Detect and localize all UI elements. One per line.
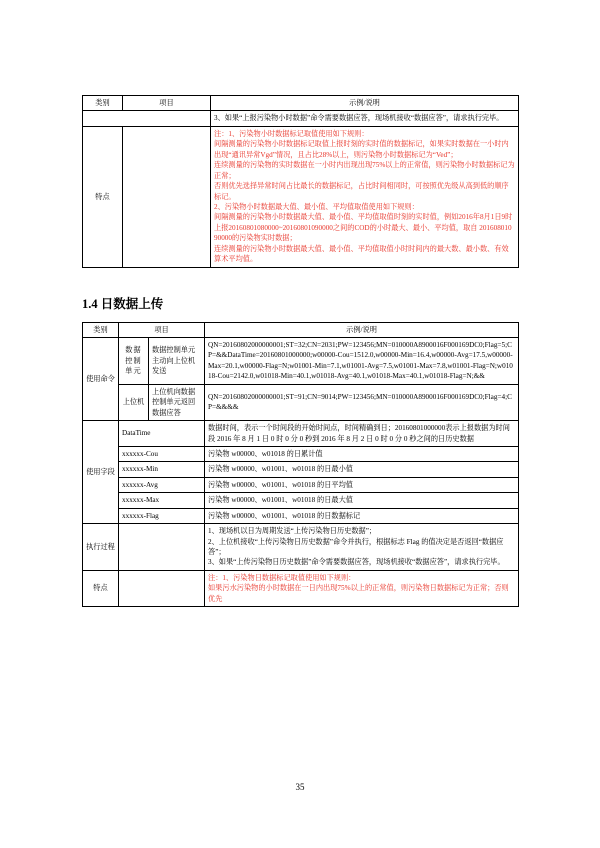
- column-header-item: 项目: [123, 96, 211, 111]
- cell-process-item: [119, 524, 205, 571]
- table-hour-data-features: [82, 95, 519, 268]
- cell-field-flag: xxxxxx-Flag: [119, 508, 205, 523]
- column-header-category: 类别: [83, 96, 123, 111]
- table-row: [83, 508, 519, 523]
- section-heading: 1.4 日数据上传: [82, 296, 164, 311]
- table-row: [83, 338, 519, 385]
- feature-line: 注：1、污染物日数据标记取值使用如下规则：: [208, 573, 356, 582]
- cell-field-cou-desc: 污染物 w00000、w01018 的日累计值: [205, 446, 519, 461]
- feature-line: 如果污水污染物的小时数据在一日内出现75%以上的正常值，则污染物日数据标记为正常；否则优先: [208, 584, 509, 603]
- cell-feature-desc-2: [205, 570, 519, 606]
- feature-line: 否则优先选择异常时间占比最长的数据标记，占比时间相同时，可按照优先级从高到低的顺序标记。: [214, 182, 509, 201]
- table-row: [83, 126, 519, 267]
- column-header-item: 项目: [119, 322, 205, 337]
- cell-field-max: xxxxxx-Max: [119, 493, 205, 508]
- column-header-desc: 示例/说明: [211, 96, 519, 111]
- cell-feature-desc: [211, 126, 519, 267]
- table-row: [83, 524, 519, 571]
- cell-step3-text: 3、如果“上报污染物小时数据”命令需要数据应答，现场机接收“数据应答”，请求执行完毕。: [211, 111, 519, 126]
- feature-line: 间隔测量的污染物小时数据标记取值上报时刻的实时值的数据标记，如果实时数据在一小时内出现“通讯异常Vgd”情况，且占比28%以上，则污染物小时数据标记为“Ved”；: [214, 140, 509, 159]
- table-row: [83, 462, 519, 477]
- table-row: [83, 384, 519, 420]
- cell-host-label: 上位机: [119, 384, 149, 420]
- cell-feature-label-2: 特点: [83, 570, 119, 606]
- cell-field-min-desc: 污染物 w00000、w01001、w01018 的日最小值: [205, 462, 519, 477]
- process-line: 1、现场机以日为周期发送“上传污染物日历史数据”；: [208, 527, 377, 536]
- cell-feature-label: 特点: [83, 126, 123, 267]
- table-row: [83, 111, 519, 126]
- feature-line: 连续测量的污染物小时数据最大值、最小值、平均值取值小时时间内的最大数、最小数、有效算术平均值。: [214, 244, 509, 264]
- table-row: [83, 322, 519, 337]
- page-content: [82, 95, 518, 607]
- process-line: 3、如果“上传污染物日历史数据”命令需要数据应答，现场机接收“数据应答”，请求执行完毕。: [208, 558, 505, 567]
- cell-process-desc: [205, 524, 519, 571]
- cell-field-min: xxxxxx-Min: [119, 462, 205, 477]
- cell-data-control-unit-label: 数据控制单元: [119, 338, 149, 385]
- table-day-data-upload: [82, 322, 519, 608]
- page-number: 35: [295, 782, 305, 792]
- cell-feature-item: [123, 126, 211, 267]
- cell-field-avg-desc: 污染物 w00000、w01001、w01018 的日平均值: [205, 477, 519, 492]
- feature-line: 注：1、污染物小时数据标记取值使用如下规则：: [214, 129, 369, 138]
- table-row: [83, 493, 519, 508]
- cell-field-avg: xxxxxx-Avg: [119, 477, 205, 492]
- feature-line: 2、污染物小时数据最大值、最小值、平均值取值使用如下规则：: [214, 202, 419, 211]
- table-row: [83, 477, 519, 492]
- feature-line: 间隔测量的污染物小时数据最大值、最小值、平均值取值时刻的实时值，例如2016年8月1日9时上报20160801080000~20160801090000之间的COD的小时最大、最小、平均值，取自 20160801090000的污染物实时数据；: [214, 213, 513, 243]
- table-row: [83, 570, 519, 606]
- cell-field-max-desc: 污染物 w00000、w01001、w01018 的日最大值: [205, 493, 519, 508]
- cell-usage-command-label: 使用命令: [83, 338, 119, 421]
- cell-field-datatime: DataTime: [119, 421, 205, 447]
- cell-data-control-unit-item: 数据控制单元主动向上位机发送: [149, 338, 205, 385]
- column-header-category: 类别: [83, 322, 119, 337]
- feature-line: 连续测量的污染物的实时数据在一小时内出现出现75%以上的正常值，则污染物小时数据标记为正常；: [214, 161, 515, 180]
- cell-host-example: QN=20160802000000001;ST=91;CN=9014;PW=123456;MN=010000A8900016F000169DC0;Flag=4;CP=&&&&: [205, 384, 519, 420]
- cell-field-cou: xxxxxx-Cou: [119, 446, 205, 461]
- cell-feature-item-2: [119, 570, 205, 606]
- cell-process-label: 执行过程: [83, 524, 119, 571]
- cell-empty-label: [83, 111, 211, 126]
- table-row: [83, 96, 519, 111]
- cell-usage-field-label: 使用字段: [83, 421, 119, 524]
- table-row: [83, 421, 519, 447]
- column-header-desc: 示例/说明: [205, 322, 519, 337]
- cell-field-datatime-desc: 数据时间，表示一个时间段的开始时间点，时间精确到日；20160801000000表示上报数据为时间段 2016 年 8 月 1 日 0 时 0 分 0 秒到 2016 年 8 月 2 日 0 时 0 分 0 秒之间的日历史数据: [205, 421, 519, 447]
- cell-field-flag-desc: 污染物 w00000、w01001、w01018 的日数据标记: [205, 508, 519, 523]
- cell-host-item: 上位机向数据控制单元返回数据应答: [149, 384, 205, 420]
- process-line: 2、上位机接收“上传污染物日历史数据”命令并执行，根据标志 Flag 的值决定是否返回“数据应答”；: [208, 537, 504, 556]
- cell-data-control-unit-example: QN=20160802000000001;ST=32;CN=2031;PW=123456;MN=010000A8900016F000169DC0;Flag=5;CP=&&DataTime=20160801000000;w00000-Cou=1512.0,w00000-Min=16.4,w00000-Avg=17.5,w00000-Max=20.1,w00000-Flag=N;w01001-Min=7.1,w01001-Avg=7.5,w01001-Max=7.8,w01001-Flag=N;w01018-Cou=2142.0,w01018-Min=40.1,w01018-Avg=40.1,w01018-Max=40.1,w01018-Flag=N;&&: [205, 338, 519, 385]
- table-row: [83, 446, 519, 461]
